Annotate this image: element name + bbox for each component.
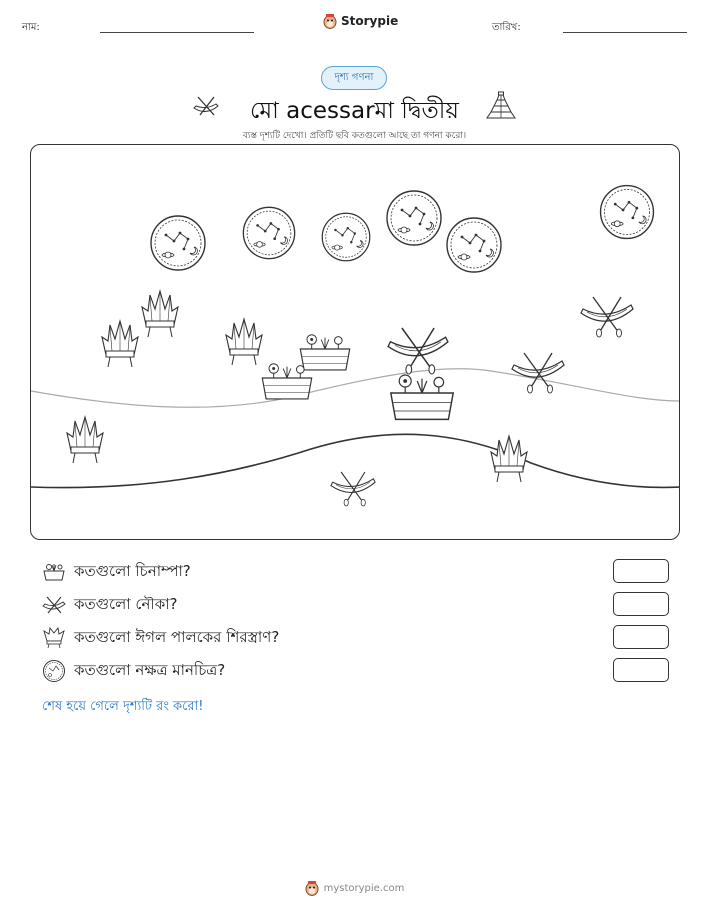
headdress-item (491, 436, 527, 482)
star-map-item (243, 207, 294, 258)
scene-count-badge: দৃশ্য গণনা (321, 66, 387, 90)
canoe-item (388, 328, 448, 374)
mascot-icon (305, 880, 319, 896)
question-text: কতগুলো ঈগল পালকের শিরস্ত্রাণ? (74, 627, 280, 646)
question-row (42, 560, 191, 584)
mascot-icon (323, 13, 337, 29)
garden-item (300, 335, 349, 370)
garden-item (262, 364, 311, 399)
garden-icon (42, 562, 66, 582)
headdress-icon (42, 627, 66, 649)
footer-url[interactable]: mystorypie.com (323, 882, 405, 894)
star-map-icon (42, 659, 66, 683)
star-map-item (601, 186, 654, 239)
question-text: কতগুলো চিনাম্পা? (74, 561, 191, 580)
headdress-item (67, 417, 103, 463)
canoe-item (331, 472, 375, 506)
date-label: তারিখ: (492, 22, 521, 33)
headdress-item (142, 291, 178, 337)
color-instruction: শেষ হয়ে গেলে দৃশ্যটি রং করো! (42, 699, 204, 714)
brand-logo (323, 13, 398, 29)
answer-box[interactable] (613, 592, 669, 616)
canoe-icon (42, 595, 66, 615)
garden-item (391, 375, 453, 419)
page-title: মো acessarমা দ্বিতীয় (250, 98, 459, 124)
answer-box[interactable] (613, 658, 669, 682)
footer (0, 880, 709, 896)
question-row (42, 593, 178, 617)
question-row (42, 626, 279, 650)
canoe-item (581, 297, 633, 337)
star-map-item (322, 213, 370, 261)
star-map-item (151, 216, 205, 270)
question-row (42, 659, 225, 683)
question-text: কতগুলো নৌকা? (74, 594, 178, 613)
answer-box[interactable] (613, 625, 669, 649)
star-map-item (387, 191, 441, 245)
headdress-item (226, 319, 262, 365)
question-text: কতগুলো নক্ষত্র মানচিত্র? (74, 660, 226, 679)
date-line[interactable] (563, 32, 687, 33)
answer-box[interactable] (613, 559, 669, 583)
canoe-item (512, 353, 564, 393)
name-label: নাম: (22, 22, 40, 33)
star-map-item (447, 218, 501, 272)
brand-name: Storypie (341, 14, 399, 28)
name-line[interactable] (100, 32, 254, 33)
pyramid-icon (484, 90, 518, 120)
headdress-item (102, 321, 138, 367)
scene-illustration (31, 145, 680, 540)
instructions: ব্যস্ত দৃশ্যটি দেখো। প্রতিটি ছবি কতগুলো আছে তা গণনা করো। (242, 131, 467, 141)
counting-scene (30, 144, 680, 540)
